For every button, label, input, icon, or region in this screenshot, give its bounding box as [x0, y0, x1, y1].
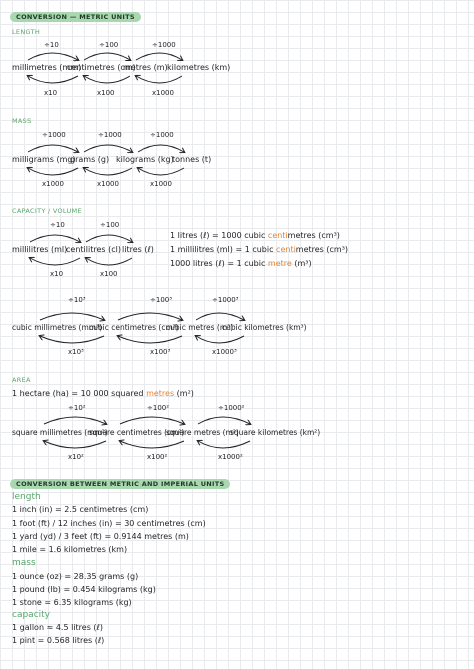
cubic-unit-m3: cubic metres (m³) — [166, 323, 234, 332]
cubic-unit-cm3: cubic centimetres (cm³) — [89, 323, 179, 332]
imperial-length-line-2: 1 foot (ft) / 12 inches (in) = 30 centimetres (cm) — [12, 519, 206, 528]
imperial-capacity-heading: capacity — [12, 610, 50, 620]
length-unit-m: metres (m) — [123, 63, 168, 72]
length-multiply-2: x100 — [97, 89, 115, 97]
mass-unit-t: tonnes (t) — [172, 155, 212, 164]
capacity-unit-cl: centilitres (cl) — [66, 245, 121, 254]
area-divide-3: ÷1000² — [218, 404, 245, 412]
imperial-length-line-1: 1 inch (in) = 2.5 centimetres (cm) — [12, 505, 149, 514]
imperial-capacity-line-2: 1 pint = 0.568 litres (ℓ) — [12, 636, 105, 645]
capacity-multiply-2: x100 — [100, 270, 118, 278]
area-divide-1: ÷10² — [68, 404, 86, 412]
cubic-unit-mm3: cubic millimetres (mm³) — [12, 323, 103, 332]
capacity-fact-3: 1000 litres (ℓ) = 1 cubic metre (m³) — [170, 259, 312, 268]
mass-divide-2: ÷1000 — [98, 131, 122, 139]
length-heading: LENGTH — [12, 28, 41, 36]
imperial-capacity-line-1: 1 gallon ≈ 4.5 litres (ℓ) — [12, 623, 103, 632]
area-unit-km2: square kilometres (km²) — [230, 428, 321, 437]
area-divide-2: ÷100² — [147, 404, 170, 412]
imperial-mass-line-1: 1 ounce (oz) = 28.35 grams (g) — [12, 572, 139, 581]
capacity-unit-ml: millilitres (ml) — [12, 245, 68, 254]
mass-unit-g: grams (g) — [70, 155, 110, 164]
length-unit-cm: centimetres (cm) — [67, 63, 136, 72]
imperial-mass-line-3: 1 stone = 6.35 kilograms (kg) — [12, 598, 132, 607]
cubic-multiply-1: x10³ — [68, 348, 84, 356]
capacity-fact-2: 1 millilitres (ml) = 1 cubic centimetres (cm³) — [170, 245, 349, 254]
area-unit-cm2: square centimetres (cm²) — [89, 428, 185, 437]
length-divide-1: ÷10 — [44, 41, 59, 49]
imperial-length-heading: length — [12, 492, 41, 502]
area-unit-m2: square metres (m²) — [166, 428, 239, 437]
cubic-multiply-2: x100³ — [150, 348, 171, 356]
length-divide-2: ÷100 — [99, 41, 119, 49]
imperial-length-line-3: 1 yard (yd) / 3 feet (ft) = 0.9144 metres (m) — [12, 532, 189, 541]
capacity-divide-1: ÷10 — [50, 221, 65, 229]
mass-multiply-3: x1000 — [150, 180, 172, 188]
capacity-divide-2: ÷100 — [100, 221, 120, 229]
cubic-divide-1: ÷10³ — [68, 296, 86, 304]
length-multiply-1: x10 — [44, 89, 58, 97]
area-fact: 1 hectare (ha) = 10 000 squared metres (m²) — [12, 389, 194, 398]
mass-unit-mg: milligrams (mg) — [12, 155, 76, 164]
area-multiply-1: x10² — [68, 453, 84, 461]
mass-multiply-2: x1000 — [97, 180, 119, 188]
length-divide-3: ÷1000 — [152, 41, 176, 49]
cubic-divide-2: ÷100³ — [150, 296, 173, 304]
capacity-fact-1: 1 litres (ℓ) = 1000 cubic centimetres (cm³) — [170, 231, 340, 240]
imperial-mass-line-2: 1 pound (lb) = 0.454 kilograms (kg) — [12, 585, 156, 594]
imperial-title: CONVERSION BETWEEN METRIC AND IMPERIAL UNITS — [10, 479, 230, 489]
mass-divide-1: ÷1000 — [42, 131, 66, 139]
imperial-mass-heading: mass — [12, 558, 36, 568]
mass-multiply-1: x1000 — [42, 180, 64, 188]
length-multiply-3: x1000 — [152, 89, 174, 97]
mass-unit-kg: kilograms (kg) — [116, 155, 174, 164]
capacity-multiply-1: x10 — [50, 270, 64, 278]
mass-divide-3: ÷1000 — [150, 131, 174, 139]
cubic-divide-3: ÷1000³ — [212, 296, 239, 304]
page-title: CONVERSION — METRIC UNITS — [10, 12, 141, 22]
area-multiply-3: x1000² — [218, 453, 243, 461]
length-unit-mm: millimetres (mm) — [12, 63, 82, 72]
area-heading: AREA — [12, 376, 31, 384]
capacity-unit-l: litres (ℓ) — [122, 245, 154, 254]
length-unit-km: kilometres (km) — [167, 63, 231, 72]
cubic-unit-km3: cubic kilometres (km³) — [222, 323, 307, 332]
area-multiply-2: x100² — [147, 453, 168, 461]
cubic-multiply-3: x1000³ — [212, 348, 237, 356]
capacity-heading: CAPACITY / VOLUME — [12, 207, 82, 215]
imperial-length-line-4: 1 mile = 1.6 kilometres (km) — [12, 545, 128, 554]
mass-heading: MASS — [12, 117, 32, 125]
area-unit-mm2: square millimetres (mm²) — [12, 428, 108, 437]
